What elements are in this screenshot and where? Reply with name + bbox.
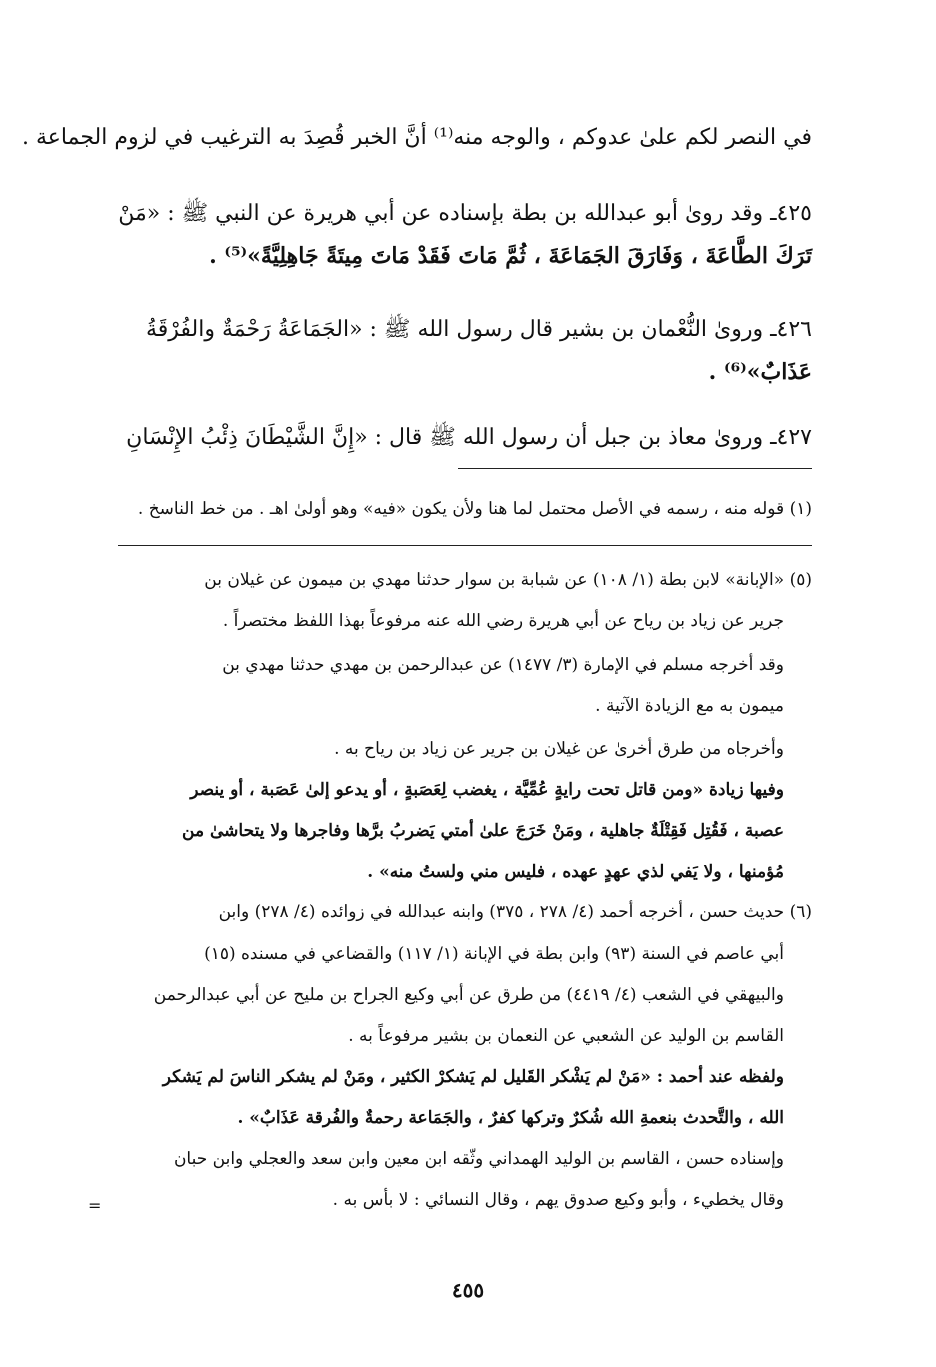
hadith-425-line-1: ٤٢٥ـ وقد روىٰ أبو عبدالله بن بطة بإسناده عن أبي هريرة عن النبي ﷺ : «مَنْ xyxy=(118,201,812,226)
footnotes-rule xyxy=(118,545,812,546)
hadith-425-line-2: تَرَكَ الطَّاعَةَ ، وَفَارَقَ الجَمَاعَةَ ، ثُمَّ مَاتَ فَقَدْ مَاتَ مِيتَةً جَاهِلِيَّةً»⁽⁵⁾ . xyxy=(209,243,812,269)
hadith-426-line-2: عَذَابٌ»⁽⁶⁾ . xyxy=(708,359,812,385)
footnote-5-line-6: وفيها زيادة «ومن قاتل تحت رايةٍ عُمِّيَّة ، يغضب لِعَصَبةٍ ، أو يدعو إلىٰ عَصَبة ، أو ينصر xyxy=(190,780,784,800)
footnote-6-line-6: الله ، والتَّحدث بنعمةِ الله شُكرٌ وتركها كفرٌ ، والجَمَاعة رحمةٌ والفُرقة عَذَابٌ» . xyxy=(237,1108,784,1128)
main-text-line: في النصر لكم علىٰ عدوكم ، والوجه منه⁽¹⁾ أنَّ الخبر قُصِدَ به الترغيب في لزوم الجماعة . xyxy=(22,125,812,150)
footnote-5-line-5: وأخرجاه من طرق أخرىٰ عن غيلان بن جرير عن زياد بن رياح به . xyxy=(334,739,784,759)
footnote-6-line-8: وقال يخطيء ، وأبو وكيع صدوق يهم ، وقال النسائي : لا بأس به . xyxy=(332,1190,784,1210)
hadith-427-line-1: ٤٢٧ـ وروىٰ معاذ بن جبل أن رسول الله ﷺ قال : «إِنَّ الشَّيْطَانَ ذِئْبُ الإِنْسَانِ xyxy=(126,425,812,450)
footnote-6-line-3: والبيهقي في الشعب (٤/ ٤٤١٩) من طرق عن أبي وكيع الجراح بن مليح عن أبي عبدالرحمن xyxy=(153,985,784,1005)
page-number: ٤٥٥ xyxy=(451,1278,485,1302)
footnote-5-line-2: جرير عن زياد بن رياح عن أبي هريرة رضي الله عنه مرفوعاً بهذا اللفظ مختصراً . xyxy=(222,611,784,631)
footnote-6-line-2: أبي عاصم في السنة (٩٣) وابن بطة في الإبانة (١/ ١١٧) والقضاعي في مسنده (١٥) xyxy=(204,944,784,964)
footnote-5-line-7: عصبة ، فَقُتِل فَقِتْلَةٌ جاهلية ، ومَنْ خَرَجَ علىٰ أمتي يَضربُ برَّها وفاجرها ولا يتحاشىٰ من xyxy=(182,821,784,841)
footnote-5-line-8: مُؤمنها ، ولا يَفي لذي عهدٍ عهده ، فليس مني ولستُ منه» . xyxy=(367,862,784,882)
footnote-5-line-4: ميمون به مع الزيادة الآتية . xyxy=(595,696,784,716)
side-mark: = xyxy=(88,1196,102,1215)
footnote-6-line-7: وإسناده حسن ، القاسم بن الوليد الهمداني وثّقه ابن معين وابن سعد والعجلي وابن حبان xyxy=(173,1149,784,1169)
footnote-6-line-1: (٦) حديث حسن ، أخرجه أحمد (٤/ ٢٧٨ ، ٣٧٥) وابنه عبدالله في زوائده (٤/ ٢٧٨) وابن xyxy=(218,902,812,922)
footnote-5-line-1: (٥) «الإبانة» لابن بطة (١/ ١٠٨) عن شبابة بن سوار حدثنا مهدي بن ميمون عن غيلان بن xyxy=(204,570,812,590)
footnote-6-line-5: ولفظه عند أحمد : «مَنْ لم يَشْكر القَليل لم يَشكرْ الكثير ، ومَنْ لم يشكر الناسَ لم يَشكر xyxy=(162,1067,784,1087)
marginal-note: (١) قوله منه ، رسمه في الأصل محتمل لما هنا ولأن يكون «فيه» وهو أولىٰ اهـ . من خط الناسخ . xyxy=(137,499,812,519)
footnote-6-line-4: القاسم بن الوليد عن الشعبي عن النعمان بن بشير مرفوعاً به . xyxy=(348,1026,784,1046)
marginal-note-rule xyxy=(458,468,812,469)
footnote-5-line-3: وقد أخرجه مسلم في الإمارة (٣/ ١٤٧٧) عن عبدالرحمن بن مهدي حدثنا مهدي بن xyxy=(222,655,784,675)
hadith-426-line-1: ٤٢٦ـ وروىٰ النُّعْمان بن بشير قال رسول الله ﷺ : «الجَمَاعَةُ رَحْمَةٌ والفُرْقَةُ xyxy=(145,317,812,342)
